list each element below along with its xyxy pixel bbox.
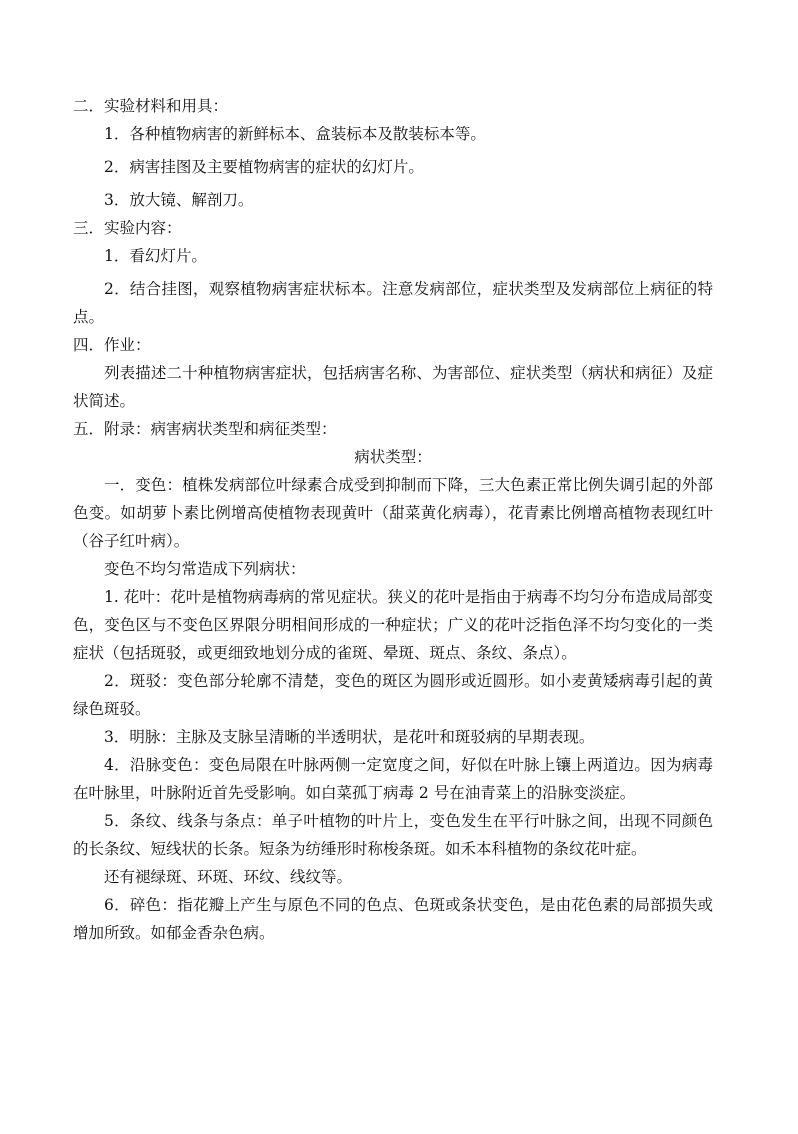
appendix-paragraph: 3．明脉：主脉及支脉呈清晰的半透明状，是花叶和斑驳病的早期表现。: [104, 728, 595, 746]
appendix-paragraph: 2．斑驳：变色部分轮廓不清楚，变色的斑区为圆形或近圆形。如小麦黄矮病毒引起的黄绿色斑驳。: [73, 672, 713, 718]
materials-item-3: 3．放大镜、解剖刀。: [104, 191, 254, 209]
appendix-paragraph: 1. 花叶：花叶是植物病毒病的常见症状。狭义的花叶是指由于病毒不均匀分布造成局部变色，变色区与不变色区界限分明相间形成的一种症状；广义的花叶泛指色泽不均匀变化的一类症状（包括斑驳，或更细致地划分成的雀斑、晕斑、斑点、条纹、条点）。: [73, 588, 713, 662]
section-heading-materials: 二．实验材料和用具：: [73, 97, 229, 115]
document-page: [73, 92, 713, 947]
materials-item-2: 2．病害挂图及主要植物病害的症状的幻灯片。: [104, 158, 424, 176]
appendix-paragraph: 5．条纹、线条与条点：单子叶植物的叶片上，变色发生在平行叶脉之间，出现不同颜色的长条纹、短线状的长条。短条为纺缍形时称梭条斑。如禾本科植物的条纹花叶症。: [73, 812, 713, 858]
content-item-1: 1．看幻灯片。: [104, 247, 207, 265]
appendix-subtitle: 病状类型：: [354, 448, 432, 466]
section-heading-appendix: 五．附录：病害病状类型和病征类型：: [73, 420, 337, 438]
section-heading-homework: 四．作业：: [73, 336, 151, 354]
appendix-paragraph: 一．变色：植株发病部位叶绿素合成受到抑制而下降，三大色素正常比例失调引起的外部色变。如胡萝卜素比例增高使植物表现黄叶（甜菜黄化病毒），花青素比例增高植物表现红叶（谷子红叶病）。: [73, 476, 713, 550]
appendix-paragraph: 变色不均匀常造成下列病状：: [104, 560, 306, 578]
content-item-2: 2．结合挂图，观察植物病害症状标本。注意发病部位，症状类型及发病部位上病征的特点。: [73, 280, 713, 326]
appendix-paragraph: 还有褪绿斑、环斑、环纹、线纹等。: [104, 868, 353, 886]
materials-item-1: 1．各种植物病害的新鲜标本、盒装标本及散装标本等。: [104, 125, 486, 143]
homework-text: 列表描述二十种植物病害症状，包括病害名称、为害部位、症状类型（病状和病征）及症状简述。: [73, 364, 713, 410]
appendix-paragraph: 6．碎色：指花瓣上产生与原色不同的色点、色斑或条状变色，是由花色素的局部损失或增加所致。如郁金香杂色病。: [73, 896, 713, 942]
section-heading-content: 三．实验内容：: [73, 219, 182, 237]
appendix-paragraph: 4．沿脉变色：变色局限在叶脉两侧一定宽度之间，好似在叶脉上镶上两道边。因为病毒在叶脉里，叶脉附近首先受影响。如白菜孤丁病毒 2 号在油青菜上的沿脉变淡症。: [73, 756, 713, 802]
